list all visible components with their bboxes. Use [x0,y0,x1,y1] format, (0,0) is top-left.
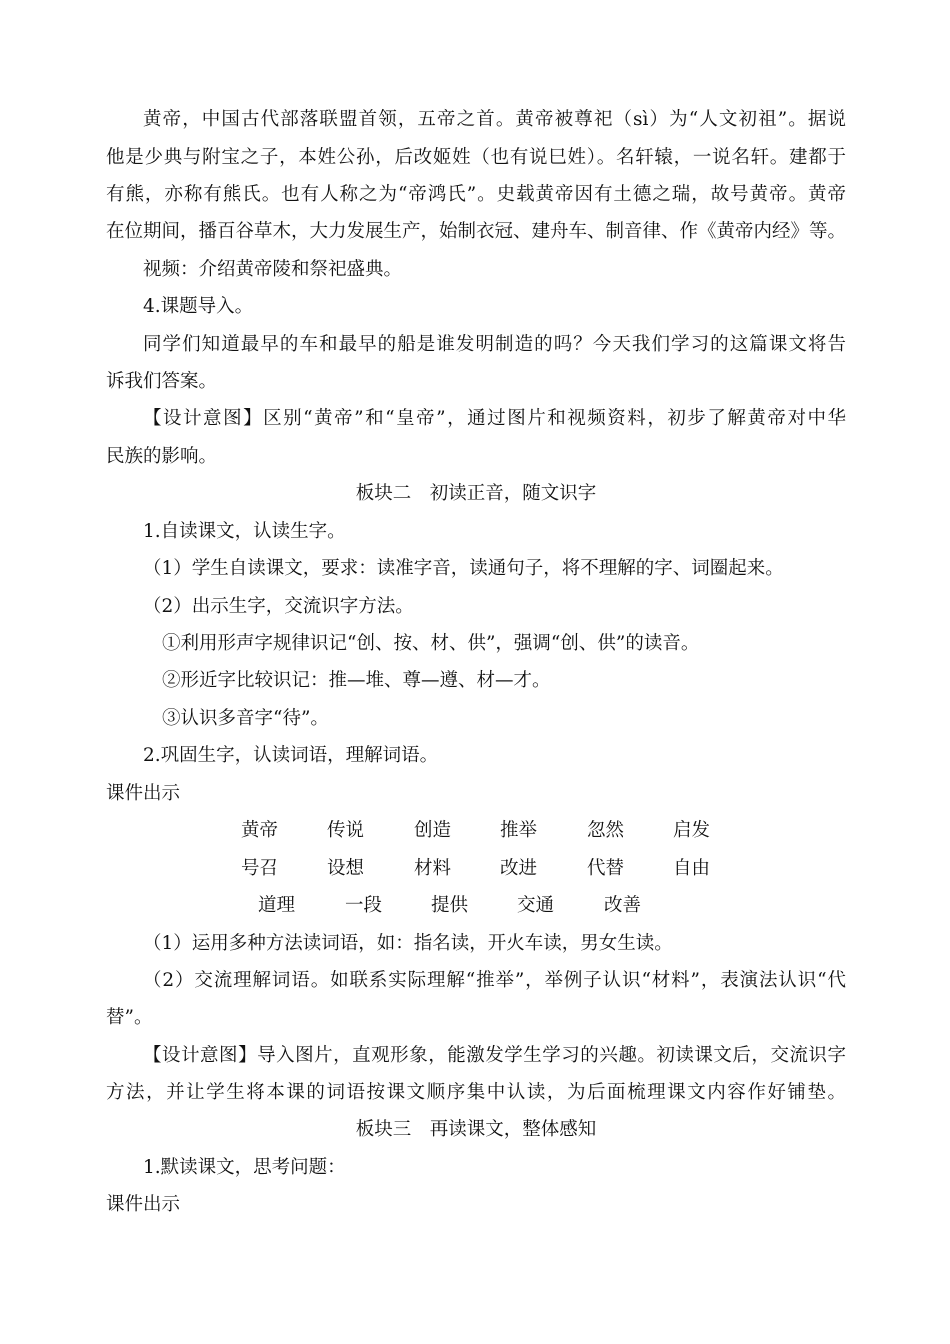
vocab-word: 推举 [500,820,538,841]
vocab-word: 改进 [500,858,538,879]
vocab-sub2-line: 替”。 [106,1007,153,1028]
vocab-word: 自由 [673,858,711,879]
vocab-word: 忽然 [587,820,625,841]
vocab-word: 一段 [345,895,383,916]
s2-method1: ①利用形声字规律识记“创、按、材、供”，强调“创、供”的读音。 [162,633,700,654]
vocab-word: 交通 [517,895,555,916]
vocab-word: 代替 [587,858,625,879]
courseware-label: 课件出示 [106,783,181,804]
s2-step2: 2.巩固生字，认读词语，理解词语。 [143,745,439,766]
huangdi-paragraph-line: 黄帝，中国古代部落联盟首领，五帝之首。黄帝被尊祀（sì）为“人文初祖”。据说 [143,109,846,130]
intro-question-line: 同学们知道最早的车和最早的船是谁发明制造的吗？今天我们学习的这篇课文将告 [143,334,846,355]
intro-question-line: 诉我们答案。 [106,371,218,392]
courseware-label: 课件出示 [106,1194,181,1215]
step4-title: 4.课题导入。 [143,296,254,317]
vocab-word: 改善 [604,895,642,916]
vocab-row [0,819,950,843]
s2-sub2: （2）出示生字，交流识字方法。 [143,596,414,617]
vocab-sub1: （1）运用多种方法读词语，如：指名读，开火车读，男女生读。 [143,933,673,954]
section2-title: 板块二 初读正音，随文识字 [355,483,597,504]
s2-step1: 1.自读课文，认读生字。 [143,521,346,542]
vocab-word: 号召 [241,858,279,879]
huangdi-paragraph-line: 他是少典与附宝之子，本姓公孙，后改姬姓（也有说巳姓）。名轩辕，一说名轩。建都于 [106,147,846,168]
design-intent-line: 【设计意图】区别“黄帝”和“皇帝”，通过图片和视频资料，初步了解黄帝对中华 [143,408,846,429]
vocab-word: 启发 [673,820,711,841]
design-intent-line: 【设计意图】导入图片，直观形象，能激发学生学习的兴趣。初读课文后，交流识字 [143,1045,846,1066]
section3-title: 板块三 再读课文，整体感知 [355,1119,597,1140]
vocab-word: 提供 [431,895,469,916]
s2-method3: ③认识多音字“待”。 [162,708,329,729]
vocab-word: 设想 [327,858,365,879]
design-intent-line: 民族的影响。 [106,446,218,467]
vocab-sub2-line: （2）交流理解词语。如联系实际理解“推举”，举例子认识“材料”，表演法认识“代 [143,970,846,991]
vocab-word: 材料 [414,858,452,879]
vocab-word: 黄帝 [241,820,279,841]
video-note: 视频：介绍黄帝陵和祭祀盛典。 [143,259,403,280]
s3-step1: 1.默读课文，思考问题： [143,1157,346,1178]
vocab-word: 传说 [327,820,365,841]
s2-sub1: （1）学生自读课文，要求：读准字音，读通句子，将不理解的字、词圈起来。 [143,558,784,579]
huangdi-paragraph-line: 在位期间，播百谷草木，大力发展生产，始制衣冠、建舟车、制音律、作《黄帝内经》等。 [106,221,847,242]
vocab-word: 道理 [258,895,296,916]
huangdi-paragraph-line: 有熊，亦称有熊氏。也有人称之为“帝鸿氏”。史载黄帝因有土德之瑞，故号黄帝。黄帝 [106,184,846,205]
design-intent-line: 方法，并让学生将本课的词语按课文顺序集中认读，为后面梳理课文内容作好铺垫。 [106,1082,846,1103]
vocab-word: 创造 [414,820,452,841]
vocab-row [0,857,950,881]
vocab-row [0,894,950,918]
s2-method2: ②形近字比较识记：推—堆、尊—遵、材—才。 [162,670,551,691]
